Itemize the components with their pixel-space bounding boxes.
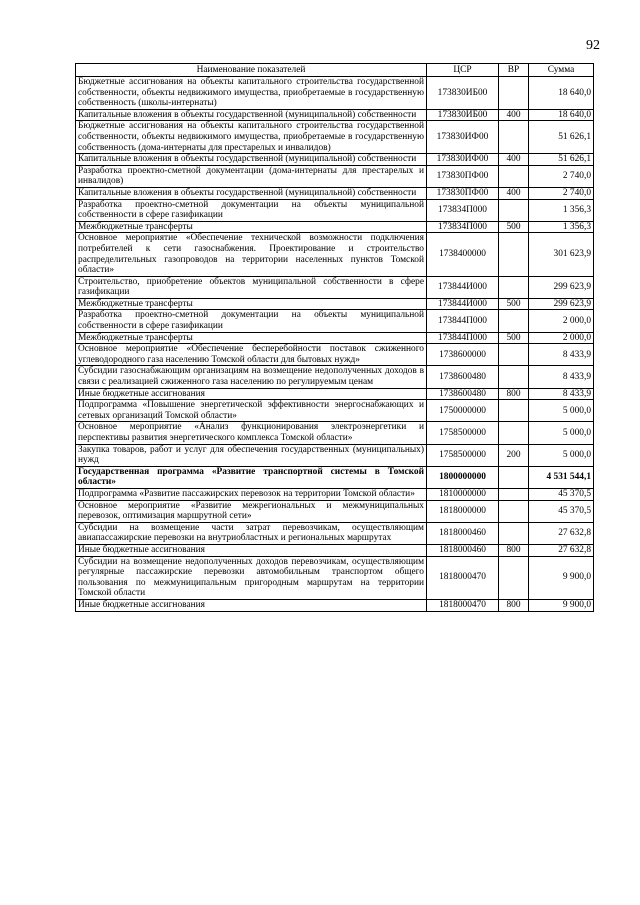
page-number: 92	[586, 38, 600, 53]
table-row	[76, 344, 594, 366]
row-csr-cell: 1738600000	[427, 344, 499, 366]
table-row	[76, 165, 594, 187]
row-vr-cell	[499, 121, 529, 154]
header-name: Наименование показателей	[76, 64, 427, 77]
row-vr-cell: 400	[499, 187, 529, 199]
row-csr-cell: 173830ПФ00	[427, 165, 499, 187]
row-name-cell: Разработка проектно-сметной документации на объекты муниципальной собственности в сфере газификации	[76, 310, 427, 332]
row-csr-cell: 1818000470	[427, 599, 499, 611]
table-row	[76, 298, 594, 310]
row-csr-cell: 173830ИФ00	[427, 154, 499, 166]
table-row	[76, 276, 594, 298]
row-vr-cell	[499, 366, 529, 388]
table-body	[76, 77, 594, 612]
row-csr-cell: 173844П000	[427, 310, 499, 332]
table-row	[76, 556, 594, 599]
row-csr-cell: 1738600480	[427, 388, 499, 400]
row-sum-cell: 27 632,8	[529, 522, 594, 544]
row-name-cell: Основное мероприятие «Анализ функционирования электроэнергетики и перспективы развития энергетического комплекса Томской области»	[76, 422, 427, 444]
row-sum-cell: 2 740,0	[529, 187, 594, 199]
row-sum-cell: 4 531 544,1	[529, 466, 594, 488]
row-sum-cell: 8 433,9	[529, 388, 594, 400]
row-name-cell: Основное мероприятие «Обеспечение бесперебойности поставок сжиженного углеводородного газа населению Томской области для бытовых нужд»	[76, 344, 427, 366]
table-row	[76, 366, 594, 388]
table-row	[76, 233, 594, 276]
row-sum-cell: 2 740,0	[529, 165, 594, 187]
header-vr: ВР	[499, 64, 529, 77]
row-csr-cell: 1818000460	[427, 544, 499, 556]
row-name-cell: Иные бюджетные ассигнования	[76, 544, 427, 556]
row-csr-cell: 1818000000	[427, 500, 499, 522]
table-row	[76, 388, 594, 400]
row-sum-cell: 45 370,5	[529, 488, 594, 500]
row-sum-cell: 18 640,0	[529, 109, 594, 121]
table-row	[76, 109, 594, 121]
table-row	[76, 154, 594, 166]
row-sum-cell: 9 900,0	[529, 599, 594, 611]
row-sum-cell: 1 356,3	[529, 221, 594, 233]
row-vr-cell	[499, 488, 529, 500]
row-vr-cell: 400	[499, 109, 529, 121]
row-csr-cell: 1818000460	[427, 522, 499, 544]
row-csr-cell: 1750000000	[427, 400, 499, 422]
row-sum-cell: 5 000,0	[529, 400, 594, 422]
row-vr-cell: 400	[499, 154, 529, 166]
row-csr-cell: 1818000470	[427, 556, 499, 599]
header-sum: Сумма	[529, 64, 594, 77]
row-csr-cell: 173830ИФ00	[427, 121, 499, 154]
row-name-cell: Подпрограмма «Повышение энергетической эффективности энергоснабжающих и сетевых организаций Томской области»	[76, 400, 427, 422]
row-name-cell: Иные бюджетные ассигнования	[76, 388, 427, 400]
row-sum-cell: 2 000,0	[529, 310, 594, 332]
table-row	[76, 500, 594, 522]
row-csr-cell: 173830ИБ00	[427, 109, 499, 121]
budget-table	[75, 63, 594, 612]
row-csr-cell: 173844И000	[427, 298, 499, 310]
row-csr-cell: 173844И000	[427, 276, 499, 298]
row-vr-cell	[499, 276, 529, 298]
row-name-cell: Основное мероприятие «Развитие межрегиональных и межмуниципальных перевозок, оптимизация маршрутной сети»	[76, 500, 427, 522]
row-vr-cell	[499, 466, 529, 488]
row-vr-cell	[499, 77, 529, 110]
row-vr-cell	[499, 522, 529, 544]
table-row	[76, 422, 594, 444]
row-sum-cell: 299 623,9	[529, 298, 594, 310]
row-name-cell: Бюджетные ассигнования на объекты капитального строительства государственной собственности, объекты недвижимого имущества, приобретаемые в государственную собственность (дома-интернаты для престарелых и инвалидов)	[76, 121, 427, 154]
table-row	[76, 187, 594, 199]
row-csr-cell: 1738400000	[427, 233, 499, 276]
table-row	[76, 599, 594, 611]
header-csr: ЦСР	[427, 64, 499, 77]
row-vr-cell: 800	[499, 388, 529, 400]
table-header-row	[76, 64, 594, 77]
row-name-cell: Строительство, приобретение объектов муниципальной собственности в сфере газификации	[76, 276, 427, 298]
row-sum-cell: 299 623,9	[529, 276, 594, 298]
row-csr-cell: 173844П000	[427, 332, 499, 344]
row-name-cell: Субсидии на возмещение части затрат перевозчикам, осуществляющим авиапассажирские перевозки на внутриобластных и региональных маршрутах	[76, 522, 427, 544]
table-row	[76, 310, 594, 332]
row-csr-cell: 1758500000	[427, 422, 499, 444]
row-vr-cell	[499, 556, 529, 599]
row-vr-cell: 200	[499, 444, 529, 466]
table-row	[76, 199, 594, 221]
row-name-cell: Государственная программа «Развитие транспортной системы в Томской области»	[76, 466, 427, 488]
row-vr-cell	[499, 500, 529, 522]
row-vr-cell: 500	[499, 332, 529, 344]
row-vr-cell	[499, 165, 529, 187]
row-vr-cell: 800	[499, 544, 529, 556]
row-vr-cell	[499, 422, 529, 444]
row-vr-cell	[499, 400, 529, 422]
row-sum-cell: 5 000,0	[529, 422, 594, 444]
row-csr-cell: 173830ИБ00	[427, 77, 499, 110]
row-name-cell: Капитальные вложения в объекты государственной (муниципальной) собственности	[76, 154, 427, 166]
row-sum-cell: 51 626,1	[529, 154, 594, 166]
row-vr-cell: 500	[499, 221, 529, 233]
row-name-cell: Субсидии газоснабжающим организациям на возмещение недополученных доходов в связи с реализацией сжиженного газа населению по регулируемым ценам	[76, 366, 427, 388]
row-name-cell: Межбюджетные трансферты	[76, 298, 427, 310]
row-sum-cell: 51 626,1	[529, 121, 594, 154]
row-vr-cell	[499, 199, 529, 221]
table-row	[76, 332, 594, 344]
row-sum-cell: 18 640,0	[529, 77, 594, 110]
row-name-cell: Подпрограмма «Развитие пассажирских перевозок на территории Томской области»	[76, 488, 427, 500]
row-name-cell: Субсидии на возмещение недополученных доходов перевозчикам, осуществляющим регулярные пассажирские перевозки автомобильным транспортом общего пользования по межмуниципальным пригородным маршрутам на территории Томской области	[76, 556, 427, 599]
table-row	[76, 522, 594, 544]
row-sum-cell: 301 623,9	[529, 233, 594, 276]
row-name-cell: Разработка проектно-сметной документации на объекты муниципальной собственности в сфере газификации	[76, 199, 427, 221]
row-sum-cell: 8 433,9	[529, 366, 594, 388]
row-sum-cell: 1 356,3	[529, 199, 594, 221]
row-vr-cell: 800	[499, 599, 529, 611]
row-name-cell: Основное мероприятие «Обеспечение технической возможности подключения потребителей к сети газоснабжения. Проектирование и строительство распределительных газопроводов на территории населенных пунктов Томской области»	[76, 233, 427, 276]
row-sum-cell: 27 632,8	[529, 544, 594, 556]
table-row	[76, 488, 594, 500]
row-vr-cell	[499, 233, 529, 276]
table-row	[76, 444, 594, 466]
row-vr-cell	[499, 344, 529, 366]
table-row	[76, 544, 594, 556]
row-name-cell: Разработка проектно-сметной документации (дома-интернаты для престарелых и инвалидов)	[76, 165, 427, 187]
table-row	[76, 400, 594, 422]
row-name-cell: Межбюджетные трансферты	[76, 221, 427, 233]
row-csr-cell: 1758500000	[427, 444, 499, 466]
row-sum-cell: 2 000,0	[529, 332, 594, 344]
row-csr-cell: 173834П000	[427, 199, 499, 221]
row-csr-cell: 173834П000	[427, 221, 499, 233]
row-sum-cell: 9 900,0	[529, 556, 594, 599]
row-name-cell: Закупка товаров, работ и услуг для обеспечения государственных (муниципальных) нужд	[76, 444, 427, 466]
row-name-cell: Межбюджетные трансферты	[76, 332, 427, 344]
row-name-cell: Бюджетные ассигнования на объекты капитального строительства государственной собственности, объекты недвижимого имущества, приобретаемые в государственную собственность (школы-интернаты)	[76, 77, 427, 110]
row-vr-cell	[499, 310, 529, 332]
row-name-cell: Капитальные вложения в объекты государственной (муниципальной) собственности	[76, 187, 427, 199]
row-csr-cell: 1800000000	[427, 466, 499, 488]
table-row	[76, 466, 594, 488]
row-csr-cell: 1738600480	[427, 366, 499, 388]
table-row	[76, 121, 594, 154]
row-name-cell: Иные бюджетные ассигнования	[76, 599, 427, 611]
row-csr-cell: 1810000000	[427, 488, 499, 500]
row-sum-cell: 5 000,0	[529, 444, 594, 466]
row-csr-cell: 173830ПФ00	[427, 187, 499, 199]
table-row	[76, 221, 594, 233]
row-name-cell: Капитальные вложения в объекты государственной (муниципальной) собственности	[76, 109, 427, 121]
row-sum-cell: 8 433,9	[529, 344, 594, 366]
row-sum-cell: 45 370,5	[529, 500, 594, 522]
row-vr-cell: 500	[499, 298, 529, 310]
table-row	[76, 77, 594, 110]
